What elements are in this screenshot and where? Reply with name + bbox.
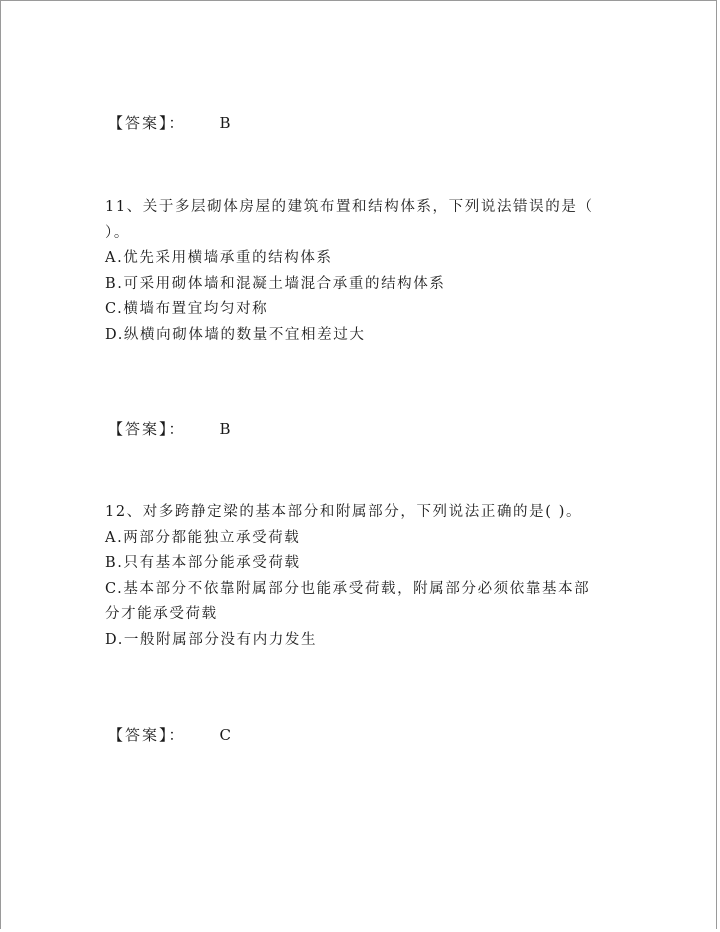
answer-value: B xyxy=(219,114,231,132)
option-b: B.可采用砌体墙和混凝土墙混合承重的结构体系 xyxy=(105,275,446,292)
answer-value: C xyxy=(219,726,231,744)
question-11 xyxy=(105,195,615,348)
option-a: A.优先采用横墙承重的结构体系 xyxy=(105,250,333,266)
answer-block xyxy=(108,724,231,745)
answer-label: 【答案】： xyxy=(108,114,186,132)
answer-label: 【答案】： xyxy=(108,726,186,744)
question-12 xyxy=(105,500,615,653)
option-d: D.一般附属部分没有内力发生 xyxy=(105,631,318,648)
option-c: C.基本部分不依靠附属部分也能承受荷载，附属部分必须依靠基本部 xyxy=(105,580,591,597)
answer-value: B xyxy=(219,420,231,438)
question-stem-line: 11、关于多层砌体房屋的建筑布置和结构体系，下列说法错误的是（ xyxy=(105,199,594,215)
option-d: D.纵横向砌体墙的数量不宜相差过大 xyxy=(105,326,366,343)
answer-block xyxy=(108,112,231,133)
option-a: A.两部分都能独立承受荷载 xyxy=(105,529,301,546)
question-stem-line: 12、对多跨静定梁的基本部分和附属部分，下列说法正确的是( )。 xyxy=(105,504,583,520)
question-stem-line: ）。 xyxy=(105,224,130,241)
option-c: C.横墙布置宜均匀对称 xyxy=(105,301,269,317)
answer-block xyxy=(108,418,231,439)
option-b: B.只有基本部分能承受荷载 xyxy=(105,555,301,571)
answer-label: 【答案】： xyxy=(108,420,186,438)
option-c-continued: 分才能承受荷载 xyxy=(105,606,218,622)
